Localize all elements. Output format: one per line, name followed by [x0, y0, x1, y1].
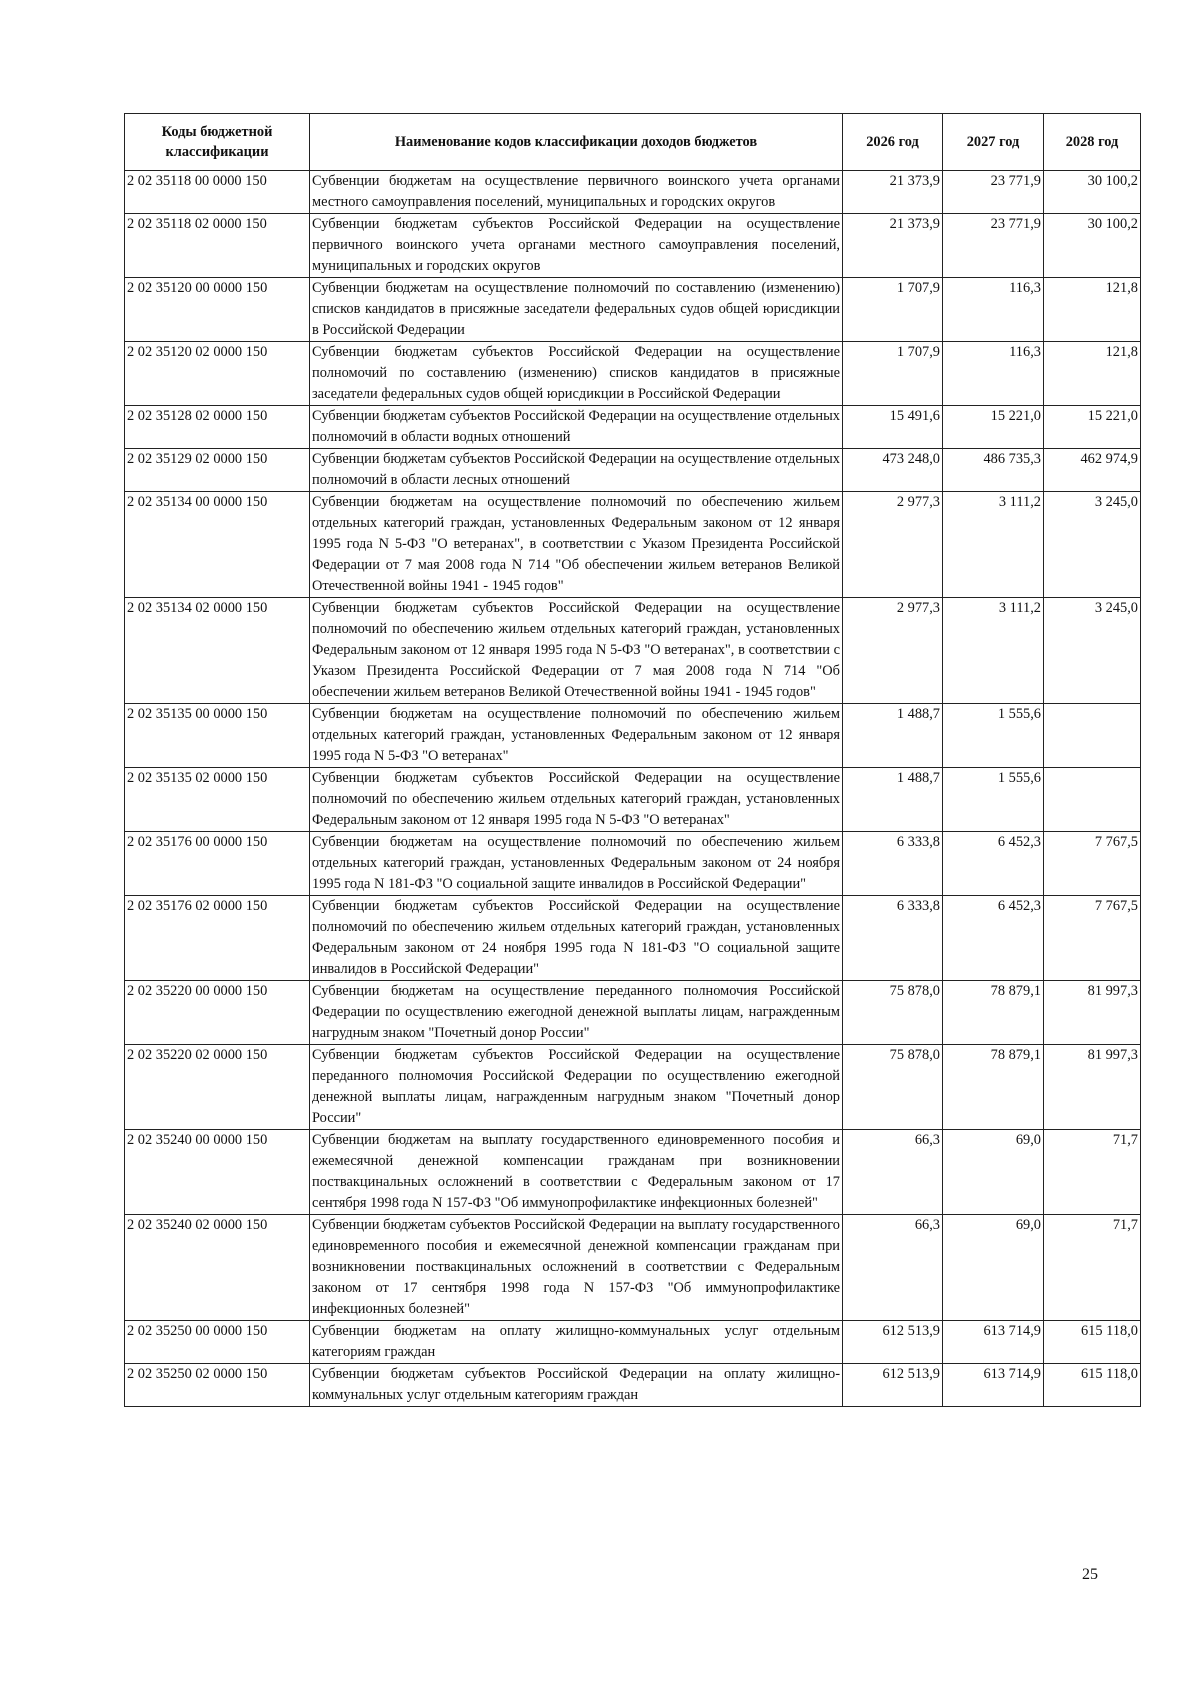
row-name: Субвенции бюджетам субъектов Российской Федерации на осуществление отдельных полномочий в области водных отношений — [310, 406, 843, 449]
row-code: 2 02 35135 02 0000 150 — [125, 768, 310, 832]
row-value-2026: 15 491,6 — [843, 406, 943, 449]
row-value-2028: 81 997,3 — [1044, 981, 1141, 1045]
table-row — [125, 214, 1141, 278]
row-code: 2 02 35220 02 0000 150 — [125, 1045, 310, 1130]
row-value-2026: 612 513,9 — [843, 1321, 943, 1364]
row-name: Субвенции бюджетам на выплату государственного единовременного пособия и ежемесячной денежной компенсации гражданам при возникновении поствакцинальных осложнений в соответствии с Федеральным законом от 17 сентября 1998 года N 157-ФЗ "Об иммунопрофилактике инфекционных болезней" — [310, 1130, 843, 1215]
row-value-2027: 116,3 — [943, 342, 1044, 406]
row-value-2027: 69,0 — [943, 1130, 1044, 1215]
table-row — [125, 449, 1141, 492]
row-value-2028: 121,8 — [1044, 342, 1141, 406]
row-code: 2 02 35240 02 0000 150 — [125, 1215, 310, 1321]
row-name: Субвенции бюджетам субъектов Российской Федерации на осуществление полномочий по обеспечению жильем отдельных категорий граждан, установленных Федеральным законом от 24 ноября 1995 года N 181-ФЗ "О социальной защите инвалидов в Российской Федерации" — [310, 896, 843, 981]
page-number: 25 — [1082, 1566, 1098, 1583]
row-value-2027: 3 111,2 — [943, 492, 1044, 598]
table-row — [125, 1364, 1141, 1407]
row-value-2028: 121,8 — [1044, 278, 1141, 342]
table-row — [125, 598, 1141, 704]
row-value-2026: 21 373,9 — [843, 214, 943, 278]
row-value-2027: 116,3 — [943, 278, 1044, 342]
row-name: Субвенции бюджетам на осуществление полномочий по обеспечению жильем отдельных категорий граждан, установленных Федеральным законом от 12 января 1995 года N 5-ФЗ "О ветеранах" — [310, 704, 843, 768]
row-value-2026: 2 977,3 — [843, 598, 943, 704]
row-code: 2 02 35220 00 0000 150 — [125, 981, 310, 1045]
row-name: Субвенции бюджетам субъектов Российской Федерации на осуществление полномочий по обеспечению жильем отдельных категорий граждан, установленных Федеральным законом от 12 января 1995 года N 5-ФЗ "О ветеранах", в соответствии с Указом Президента Российской Федерации от 7 мая 2008 года N 714 "Об обеспечении жильем ветеранов Великой Отечественной войны 1941 - 1945 годов" — [310, 598, 843, 704]
row-value-2026: 2 977,3 — [843, 492, 943, 598]
row-value-2028: 71,7 — [1044, 1130, 1141, 1215]
row-value-2027: 6 452,3 — [943, 832, 1044, 896]
header-2028: 2028 год — [1044, 114, 1141, 171]
row-value-2028: 7 767,5 — [1044, 896, 1141, 981]
row-value-2028 — [1044, 704, 1141, 768]
row-value-2027: 78 879,1 — [943, 1045, 1044, 1130]
row-value-2027: 78 879,1 — [943, 981, 1044, 1045]
row-value-2028: 3 245,0 — [1044, 598, 1141, 704]
row-name: Субвенции бюджетам субъектов Российской Федерации на осуществление первичного воинского учета органами местного самоуправления поселений, муниципальных и городских округов — [310, 214, 843, 278]
row-value-2028: 15 221,0 — [1044, 406, 1141, 449]
row-name: Субвенции бюджетам на осуществление полномочий по обеспечению жильем отдельных категорий граждан, установленных Федеральным законом от 24 ноября 1995 года N 181-ФЗ "О социальной защите инвалидов в Российской Федерации" — [310, 832, 843, 896]
row-value-2026: 66,3 — [843, 1130, 943, 1215]
row-value-2028: 615 118,0 — [1044, 1321, 1141, 1364]
table-row — [125, 278, 1141, 342]
table-row — [125, 406, 1141, 449]
header-2027: 2027 год — [943, 114, 1044, 171]
row-name: Субвенции бюджетам субъектов Российской Федерации на осуществление отдельных полномочий в области лесных отношений — [310, 449, 843, 492]
row-code: 2 02 35118 00 0000 150 — [125, 171, 310, 214]
row-code: 2 02 35120 02 0000 150 — [125, 342, 310, 406]
row-code: 2 02 35240 00 0000 150 — [125, 1130, 310, 1215]
table-row — [125, 1215, 1141, 1321]
row-name: Субвенции бюджетам субъектов Российской Федерации на оплату жилищно-коммунальных услуг отдельным категориям граждан — [310, 1364, 843, 1407]
row-value-2026: 75 878,0 — [843, 981, 943, 1045]
row-code: 2 02 35134 02 0000 150 — [125, 598, 310, 704]
row-code: 2 02 35250 02 0000 150 — [125, 1364, 310, 1407]
row-value-2027: 1 555,6 — [943, 704, 1044, 768]
row-value-2027: 23 771,9 — [943, 214, 1044, 278]
row-value-2028: 30 100,2 — [1044, 171, 1141, 214]
row-code: 2 02 35135 00 0000 150 — [125, 704, 310, 768]
table-row — [125, 1130, 1141, 1215]
table-row — [125, 492, 1141, 598]
row-value-2028: 30 100,2 — [1044, 214, 1141, 278]
row-name: Субвенции бюджетам на осуществление полномочий по обеспечению жильем отдельных категорий граждан, установленных Федеральным законом от 12 января 1995 года N 5-ФЗ "О ветеранах", в соответствии с Указом Президента Российской Федерации от 7 мая 2008 года N 714 "Об обеспечении жильем ветеранов Великой Отечественной войны 1941 - 1945 годов" — [310, 492, 843, 598]
row-value-2028: 615 118,0 — [1044, 1364, 1141, 1407]
table-row — [125, 171, 1141, 214]
row-value-2027: 23 771,9 — [943, 171, 1044, 214]
row-value-2027: 613 714,9 — [943, 1321, 1044, 1364]
row-value-2027: 3 111,2 — [943, 598, 1044, 704]
row-name: Субвенции бюджетам на осуществление полномочий по составлению (изменению) списков кандидатов в присяжные заседатели федеральных судов общей юрисдикции в Российской Федерации — [310, 278, 843, 342]
table-row — [125, 1321, 1141, 1364]
row-value-2026: 66,3 — [843, 1215, 943, 1321]
row-value-2027: 15 221,0 — [943, 406, 1044, 449]
row-value-2027: 1 555,6 — [943, 768, 1044, 832]
row-code: 2 02 35120 00 0000 150 — [125, 278, 310, 342]
row-value-2028: 3 245,0 — [1044, 492, 1141, 598]
row-value-2026: 21 373,9 — [843, 171, 943, 214]
row-code: 2 02 35118 02 0000 150 — [125, 214, 310, 278]
row-value-2026: 75 878,0 — [843, 1045, 943, 1130]
table-header-row — [125, 114, 1141, 171]
row-code: 2 02 35250 00 0000 150 — [125, 1321, 310, 1364]
row-code: 2 02 35134 00 0000 150 — [125, 492, 310, 598]
row-name: Субвенции бюджетам на осуществление переданного полномочия Российской Федерации по осуществлению ежегодной денежной выплаты лицам, награжденным нагрудным знаком "Почетный донор России" — [310, 981, 843, 1045]
row-value-2026: 1 488,7 — [843, 768, 943, 832]
row-value-2027: 69,0 — [943, 1215, 1044, 1321]
row-name: Субвенции бюджетам на оплату жилищно-коммунальных услуг отдельным категориям граждан — [310, 1321, 843, 1364]
row-value-2028: 462 974,9 — [1044, 449, 1141, 492]
row-name: Субвенции бюджетам на осуществление первичного воинского учета органами местного самоуправления поселений, муниципальных и городских округов — [310, 171, 843, 214]
row-code: 2 02 35128 02 0000 150 — [125, 406, 310, 449]
header-name: Наименование кодов классификации доходов бюджетов — [310, 114, 843, 171]
row-code: 2 02 35176 02 0000 150 — [125, 896, 310, 981]
budget-table — [124, 113, 1141, 1407]
row-value-2026: 6 333,8 — [843, 896, 943, 981]
row-code: 2 02 35129 02 0000 150 — [125, 449, 310, 492]
table-row — [125, 896, 1141, 981]
row-value-2028: 7 767,5 — [1044, 832, 1141, 896]
row-name: Субвенции бюджетам субъектов Российской Федерации на осуществление переданного полномочия Российской Федерации по осуществлению ежегодной денежной выплаты лицам, награжденным нагрудным знаком "Почетный донор России" — [310, 1045, 843, 1130]
row-code: 2 02 35176 00 0000 150 — [125, 832, 310, 896]
row-value-2026: 6 333,8 — [843, 832, 943, 896]
table-row — [125, 981, 1141, 1045]
row-value-2026: 473 248,0 — [843, 449, 943, 492]
header-2026: 2026 год — [843, 114, 943, 171]
row-value-2027: 486 735,3 — [943, 449, 1044, 492]
table-row — [125, 832, 1141, 896]
row-value-2028: 81 997,3 — [1044, 1045, 1141, 1130]
row-value-2027: 613 714,9 — [943, 1364, 1044, 1407]
header-code: Коды бюджетной классификации — [125, 114, 310, 171]
table-row — [125, 1045, 1141, 1130]
row-value-2027: 6 452,3 — [943, 896, 1044, 981]
row-name: Субвенции бюджетам субъектов Российской Федерации на выплату государственного единовременного пособия и ежемесячной денежной компенсации гражданам при возникновении поствакцинальных осложнений в соответствии с Федеральным законом от 17 сентября 1998 года N 157-ФЗ "Об иммунопрофилактике инфекционных болезней" — [310, 1215, 843, 1321]
row-value-2026: 1 488,7 — [843, 704, 943, 768]
row-name: Субвенции бюджетам субъектов Российской Федерации на осуществление полномочий по обеспечению жильем отдельных категорий граждан, установленных Федеральным законом от 12 января 1995 года N 5-ФЗ "О ветеранах" — [310, 768, 843, 832]
row-value-2028 — [1044, 768, 1141, 832]
table-row — [125, 342, 1141, 406]
row-value-2028: 71,7 — [1044, 1215, 1141, 1321]
table-row — [125, 704, 1141, 768]
row-name: Субвенции бюджетам субъектов Российской Федерации на осуществление полномочий по составлению (изменению) списков кандидатов в присяжные заседатели федеральных судов общей юрисдикции в Российской Федерации — [310, 342, 843, 406]
table-row — [125, 768, 1141, 832]
row-value-2026: 1 707,9 — [843, 278, 943, 342]
row-value-2026: 612 513,9 — [843, 1364, 943, 1407]
row-value-2026: 1 707,9 — [843, 342, 943, 406]
